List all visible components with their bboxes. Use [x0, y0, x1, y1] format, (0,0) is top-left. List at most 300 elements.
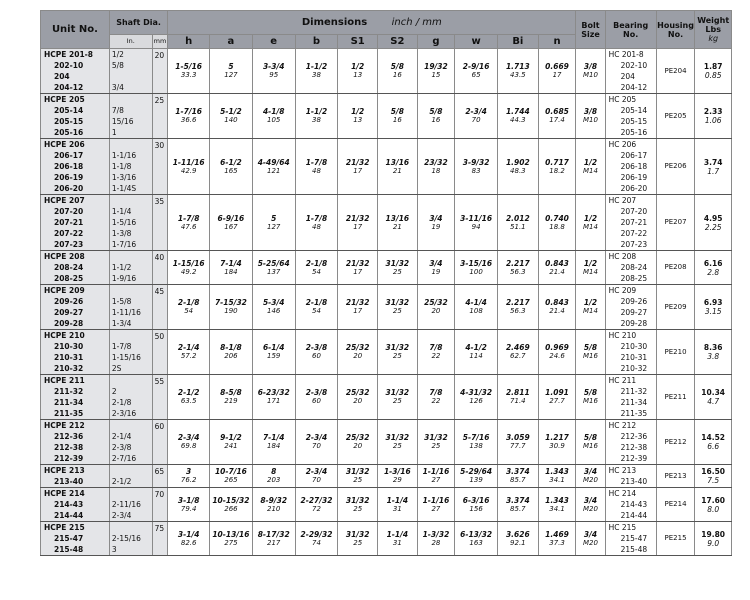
bearing-no: 212-36 — [620, 432, 648, 441]
dimension-inch: 2-29/32 — [300, 529, 333, 539]
dimension-inch: 31/32 — [345, 529, 370, 539]
dimension-cell — [210, 488, 253, 522]
shaft-inch: 1-7/16 — [111, 240, 137, 249]
bearing-no: 214-44 — [620, 511, 648, 520]
unit-no: 215-47 — [54, 534, 84, 543]
dimension-cell — [498, 49, 539, 94]
shaft-mm-cell: 70 — [152, 488, 168, 522]
bearing-no: 210-32 — [620, 364, 648, 373]
dimension-inch: 3/4 — [429, 258, 443, 268]
weight-lbs: 6.93 — [703, 298, 723, 307]
dimension-mm: 65 — [471, 71, 481, 79]
dimension-mm: 69.8 — [180, 442, 197, 450]
dimension-cell — [168, 375, 210, 420]
dimension-cell — [378, 420, 418, 465]
dimension-mm: 70 — [312, 442, 321, 450]
weight-kg: 2.8 — [707, 267, 720, 277]
dimension-mm: 38 — [312, 71, 321, 79]
unit-no-cell — [41, 420, 110, 465]
dimension-cell — [168, 285, 210, 330]
weight-cell — [695, 522, 732, 556]
dimension-mm: 82.6 — [180, 538, 197, 547]
dimension-mm: 48 — [312, 222, 321, 231]
dimension-inch: 1-7/8 — [177, 213, 200, 223]
dimension-mm: 17 — [353, 166, 363, 175]
dimension-mm: 203 — [267, 476, 281, 484]
dimension-inch: 2-3/4 — [305, 467, 328, 476]
dimension-inch: 7/8 — [429, 343, 443, 352]
weight-cell — [695, 195, 732, 251]
dimension-mm: 167 — [224, 222, 238, 231]
dimension-inch: 1.091 — [545, 388, 569, 397]
dimension-cell — [378, 251, 418, 285]
dimension-cell — [295, 251, 338, 285]
dimension-mm: 22 — [431, 352, 441, 360]
weight-kg: 2.25 — [704, 222, 722, 232]
shaft-mm-cell: 25 — [152, 94, 168, 139]
dimension-mm: 25 — [353, 538, 363, 547]
dimension-inch: 1.744 — [505, 107, 530, 116]
col-s1-header: S1 — [338, 35, 378, 49]
table-row — [41, 420, 732, 465]
unit-no: 207-21 — [54, 218, 84, 227]
unit-no: 210-31 — [54, 353, 84, 362]
dimension-mm: 60 — [312, 352, 321, 360]
col-w-header: w — [455, 35, 498, 49]
bearing-no: 212-38 — [620, 443, 648, 452]
shaft-inch: 2-7/16 — [111, 454, 137, 463]
dimension-inch: 13/16 — [385, 213, 410, 223]
dimension-cell — [378, 94, 418, 139]
weight-lbs: 14.52 — [701, 433, 726, 442]
dimension-cell — [378, 465, 418, 488]
dimension-mm: 126 — [469, 397, 483, 405]
bearing-no: HC 210 — [608, 331, 637, 340]
dimensions-title: Dimensions — [301, 17, 368, 28]
unit-no: 206-17 — [54, 151, 84, 160]
dimension-inch: 31/32 — [345, 467, 370, 476]
shaft-mm-cell: 30 — [152, 139, 168, 195]
dimension-mm: 85.7 — [510, 476, 526, 484]
shaft-inch-cell — [109, 330, 152, 375]
dimension-inch: 3.374 — [505, 495, 530, 505]
dimension-inch: 1-1/16 — [422, 495, 450, 505]
dimension-inch: 5-29/64 — [460, 467, 493, 476]
dimension-inch: 3 — [186, 467, 192, 476]
dimension-mm: 184 — [267, 442, 281, 450]
dimension-cell — [338, 251, 378, 285]
shaft-inch: 1-11/16 — [111, 308, 141, 317]
unit-no: 212-39 — [54, 454, 84, 463]
unit-no: 215-48 — [54, 545, 84, 554]
col-bi-header: Bi — [498, 35, 539, 49]
bearing-no: 206-17 — [620, 151, 648, 160]
dimension-cell — [252, 522, 295, 556]
dimension-inch: 31/32 — [385, 298, 410, 307]
bearing-no: HC 205 — [608, 95, 637, 104]
dimension-cell — [378, 139, 418, 195]
unit-no-cell — [41, 49, 110, 94]
weight-kg: 4.7 — [707, 397, 720, 406]
dimension-mm: 140 — [224, 116, 238, 124]
bearing-no: 210-31 — [620, 353, 648, 362]
dimension-cell — [498, 522, 539, 556]
shaft-inch: 1-1/4S — [111, 184, 137, 193]
dimension-inch: 2-1/2 — [177, 388, 200, 397]
dimension-inch: 13/16 — [385, 157, 410, 167]
dimension-cell — [417, 49, 455, 94]
unit-no: 213-40 — [54, 477, 84, 486]
dimension-inch: 1/2 — [351, 107, 365, 116]
weight-cell — [695, 375, 732, 420]
dimension-cell — [498, 465, 539, 488]
dimension-inch: 2-27/32 — [300, 495, 333, 505]
dimension-inch: 5-3/4 — [262, 298, 285, 307]
weight-kg: 7.5 — [707, 476, 720, 485]
dimension-inch: 6-1/2 — [220, 157, 242, 167]
dimension-mm: 21 — [392, 166, 402, 175]
bolt-metric: M10 — [583, 116, 598, 124]
bearing-no: 205-15 — [620, 117, 648, 126]
dimension-inch: 7-15/32 — [214, 298, 247, 307]
bearing-no: HC 213 — [608, 466, 637, 475]
shaft-inch: 1-5/16 — [111, 218, 137, 227]
bolt-metric: M10 — [583, 71, 598, 79]
bolt-inch: 1/2 — [583, 213, 598, 223]
dimension-cell — [168, 139, 210, 195]
col-e-header: e — [252, 35, 295, 49]
bolt-metric: M20 — [583, 538, 598, 547]
dimension-cell — [455, 195, 498, 251]
dimension-cell — [295, 522, 338, 556]
dimension-inch: 21/32 — [345, 298, 370, 307]
weight-cell — [695, 488, 732, 522]
dimension-cell — [210, 285, 253, 330]
weight-kg: 3.8 — [707, 352, 720, 361]
bearing-no-cell — [605, 49, 656, 94]
dimension-cell — [538, 330, 576, 375]
dimension-inch: 0.969 — [545, 343, 569, 352]
dimension-cell — [538, 94, 576, 139]
dimension-inch: 0.685 — [545, 107, 569, 116]
unit-no: 205-14 — [54, 106, 84, 115]
bearing-no: 211-34 — [620, 398, 648, 407]
weight-cell — [695, 285, 732, 330]
dimension-cell — [168, 251, 210, 285]
bolt-size-cell — [576, 522, 605, 556]
shaft-inch — [112, 71, 152, 82]
shaft-inch: 2 — [111, 387, 117, 396]
dimension-mm: 163 — [469, 538, 483, 547]
dimension-cell — [295, 195, 338, 251]
dimension-cell — [252, 465, 295, 488]
bolt-metric: M14 — [583, 166, 598, 175]
dimension-cell — [455, 330, 498, 375]
shaft-mm-cell: 75 — [152, 522, 168, 556]
table-header — [41, 11, 732, 49]
bolt-inch: 3/4 — [583, 495, 598, 505]
bearing-no: HC 208 — [608, 252, 637, 261]
dimension-inch: 2-3/4 — [465, 107, 487, 116]
dimension-inch: 4-1/8 — [262, 107, 285, 116]
shaft-inch: 3/4 — [111, 83, 124, 92]
weight-kg: 1.06 — [704, 116, 722, 125]
dimension-cell — [498, 330, 539, 375]
unit-no: HCPE 214 — [44, 489, 85, 498]
dimension-cell — [455, 375, 498, 420]
bolt-metric: M14 — [583, 307, 598, 315]
dimension-inch: 1-7/8 — [305, 157, 328, 167]
dimension-mm: 54 — [184, 307, 194, 315]
shaft-inch: 15/16 — [111, 117, 134, 126]
dimension-cell — [168, 49, 210, 94]
dimension-mm: 24.6 — [549, 352, 565, 360]
unit-no: 205-16 — [54, 128, 84, 137]
bearing-no: 211-35 — [620, 409, 648, 418]
dimension-mm: 156 — [469, 504, 483, 513]
dimension-cell — [455, 488, 498, 522]
dimension-inch: 31/32 — [385, 343, 410, 352]
dimension-cell — [338, 465, 378, 488]
bearing-no: HC 206 — [608, 140, 637, 149]
dimension-inch: 3.626 — [505, 529, 530, 539]
dimension-inch: 2.012 — [505, 213, 530, 223]
dimension-inch: 25/32 — [424, 298, 448, 307]
dimension-mm: 44.3 — [510, 116, 526, 124]
dimension-mm: 95 — [269, 71, 279, 79]
unit-no-cell — [41, 375, 110, 420]
dimension-inch: 31/32 — [385, 388, 410, 397]
bearing-no: 209-27 — [620, 308, 648, 317]
dimension-mm: 76.2 — [180, 476, 197, 484]
bearing-no-cell — [605, 285, 656, 330]
dimension-mm: 21 — [392, 222, 402, 231]
dimension-cell — [338, 375, 378, 420]
unit-no-cell — [41, 285, 110, 330]
dimension-cell — [538, 488, 576, 522]
weight-kg: 1.7 — [707, 166, 720, 176]
unit-no: HCPE 201-8 — [44, 50, 93, 59]
dimension-inch: 1.217 — [545, 433, 569, 442]
dimension-inch: 2.469 — [505, 343, 530, 352]
dimension-cell — [295, 465, 338, 488]
col-a-header: a — [210, 35, 253, 49]
dimension-inch: 3-1/8 — [177, 495, 200, 505]
dimension-inch: 1.469 — [545, 529, 569, 539]
dimension-cell — [210, 522, 253, 556]
bearing-no-cell — [605, 522, 656, 556]
dimension-mm: 16 — [431, 116, 441, 124]
bolt-size-cell — [576, 488, 605, 522]
dimension-mm: 210 — [267, 504, 281, 513]
bolt-size-cell — [576, 465, 605, 488]
dimension-inch: 10-13/16 — [212, 529, 250, 539]
shaft-inch — [112, 420, 152, 431]
bearing-no: 207-23 — [620, 240, 648, 249]
dimension-inch: 2-3/8 — [305, 343, 328, 352]
dimension-inch: 5 — [271, 213, 277, 223]
dimension-inch: 2-3/8 — [305, 388, 328, 397]
bolt-size-cell — [576, 285, 605, 330]
housing-no-cell: PE204 — [656, 49, 695, 94]
shaft-inch — [112, 195, 152, 206]
unit-no: 206-18 — [54, 162, 84, 171]
dimension-mm: 165 — [224, 166, 238, 175]
dimension-inch: 1-1/2 — [305, 62, 328, 71]
dimension-mm: 85.7 — [510, 504, 526, 513]
dimension-mm: 48 — [312, 166, 321, 175]
dimension-cell — [455, 522, 498, 556]
dimension-inch: 2-1/4 — [177, 343, 200, 352]
unit-no: 212-38 — [54, 443, 84, 452]
bearing-no: 206-18 — [620, 162, 648, 171]
bolt-size-cell — [576, 94, 605, 139]
unit-no-cell — [41, 330, 110, 375]
dimension-inch: 10-15/32 — [212, 495, 250, 505]
dimension-cell — [498, 139, 539, 195]
dimension-cell — [417, 330, 455, 375]
dimension-cell — [210, 330, 253, 375]
bearing-no: 207-21 — [620, 218, 648, 227]
dimension-inch: 1-1/16 — [422, 467, 450, 476]
dimension-cell — [295, 375, 338, 420]
bearing-no: 212-39 — [620, 454, 648, 463]
dimension-inch: 3-11/16 — [460, 213, 493, 223]
dimension-cell — [210, 375, 253, 420]
bearing-no-cell — [605, 488, 656, 522]
unit-no: 208-24 — [54, 263, 84, 272]
dimension-inch: 31/32 — [345, 495, 370, 505]
dimension-cell — [538, 375, 576, 420]
dimension-inch: 5 — [228, 62, 234, 71]
unit-no-cell — [41, 94, 110, 139]
dimension-mm: 83 — [471, 166, 481, 175]
dimension-mm: 18 — [431, 166, 441, 175]
dimension-mm: 25 — [392, 352, 402, 360]
dimension-mm: 34.1 — [549, 504, 565, 513]
bearing-no: 207-20 — [620, 207, 648, 216]
shaft-inch: 2-3/4 — [111, 511, 132, 520]
dimension-mm: 21.4 — [549, 307, 565, 315]
unit-no: 207-22 — [54, 229, 84, 238]
bearing-no: 206-19 — [620, 173, 648, 182]
weight-lbs: 1.87 — [703, 62, 723, 71]
dimension-inch: 25/32 — [345, 433, 370, 442]
bolt-inch: 3/4 — [583, 529, 598, 539]
bearing-no-cell — [605, 465, 656, 488]
dimension-mm: 241 — [224, 442, 238, 450]
dimension-cell — [252, 49, 295, 94]
dimension-mm: 127 — [224, 71, 238, 79]
dimension-mm: 171 — [267, 397, 281, 405]
table-row — [41, 49, 732, 94]
unit-no: 209-27 — [54, 308, 84, 317]
dimension-cell — [210, 94, 253, 139]
bolt-size-cell — [576, 375, 605, 420]
unit-no: 205-15 — [54, 117, 84, 126]
dimension-mm: 56.3 — [510, 307, 526, 315]
housing-no-cell: PE210 — [656, 330, 695, 375]
dimension-cell — [498, 195, 539, 251]
dimension-mm: 184 — [224, 267, 238, 276]
dimension-cell — [417, 139, 455, 195]
dimension-mm: 17 — [552, 71, 562, 79]
unit-no: 204 — [54, 72, 70, 81]
unit-no: 202-10 — [54, 61, 84, 70]
dimension-inch: 8 — [271, 467, 277, 476]
dimension-mm: 159 — [267, 352, 281, 360]
dimension-cell — [417, 522, 455, 556]
weight-unit: kg — [708, 34, 719, 43]
dimension-cell — [338, 49, 378, 94]
bearing-no: 204-12 — [620, 83, 648, 92]
dimension-cell — [538, 285, 576, 330]
dimension-inch: 21/32 — [345, 258, 370, 268]
shaft-mm-cell: 50 — [152, 330, 168, 375]
shaft-inch: 1-3/8 — [111, 229, 132, 238]
dimension-inch: 3-3/4 — [262, 62, 285, 71]
dimension-inch: 3.374 — [505, 467, 530, 476]
dimension-cell — [338, 330, 378, 375]
dimension-mm: 17 — [353, 307, 363, 315]
weight-cell — [695, 139, 732, 195]
inch-subheader: In. — [109, 35, 152, 49]
dimension-cell — [417, 375, 455, 420]
dimension-inch: 9-1/2 — [220, 433, 242, 442]
table-row — [41, 139, 732, 195]
bearing-no-cell — [605, 251, 656, 285]
dimension-cell — [252, 375, 295, 420]
dimension-cell — [455, 94, 498, 139]
dimension-mm: 27 — [431, 476, 441, 484]
dimension-mm: 100 — [469, 267, 483, 276]
dimension-cell — [210, 465, 253, 488]
weight-lbs: 19.80 — [701, 529, 726, 539]
dimension-inch: 0.843 — [545, 298, 569, 307]
dimension-inch: 1-11/16 — [172, 157, 205, 167]
shaft-mm-cell: 45 — [152, 285, 168, 330]
dimension-cell — [252, 139, 295, 195]
dimension-inch: 1.902 — [505, 157, 530, 167]
dimension-inch: 2-1/8 — [177, 298, 200, 307]
dimension-mm: 16 — [392, 116, 402, 124]
col-h-header: h — [168, 35, 210, 49]
shaft-inch — [112, 375, 152, 386]
dimension-cell — [338, 420, 378, 465]
dimension-inch: 3.059 — [505, 433, 530, 442]
bearing-no: 204 — [620, 72, 635, 81]
dimension-inch: 1-1/2 — [305, 107, 328, 116]
shaft-inch — [112, 465, 152, 476]
weight-lbs: 8.36 — [703, 343, 723, 352]
dimension-inch: 1-1/4 — [386, 495, 409, 505]
dimension-inch: 25/32 — [345, 343, 370, 352]
bolt-inch: 5/8 — [583, 388, 598, 397]
dimension-mm: 31 — [392, 538, 402, 547]
unit-no: 212-36 — [54, 432, 84, 441]
shaft-inch: 5/8 — [111, 61, 124, 70]
dimension-mm: 70 — [312, 476, 321, 484]
shaft-inch — [112, 522, 152, 533]
dimension-mm: 22 — [431, 397, 441, 405]
bolt-inch: 1/2 — [583, 298, 598, 307]
dimension-mm: 56.3 — [510, 267, 526, 276]
dimension-cell — [252, 285, 295, 330]
dimension-mm: 25 — [392, 397, 402, 405]
dimension-cell — [295, 488, 338, 522]
dimension-cell — [498, 285, 539, 330]
dimension-inch: 31/32 — [424, 433, 448, 442]
